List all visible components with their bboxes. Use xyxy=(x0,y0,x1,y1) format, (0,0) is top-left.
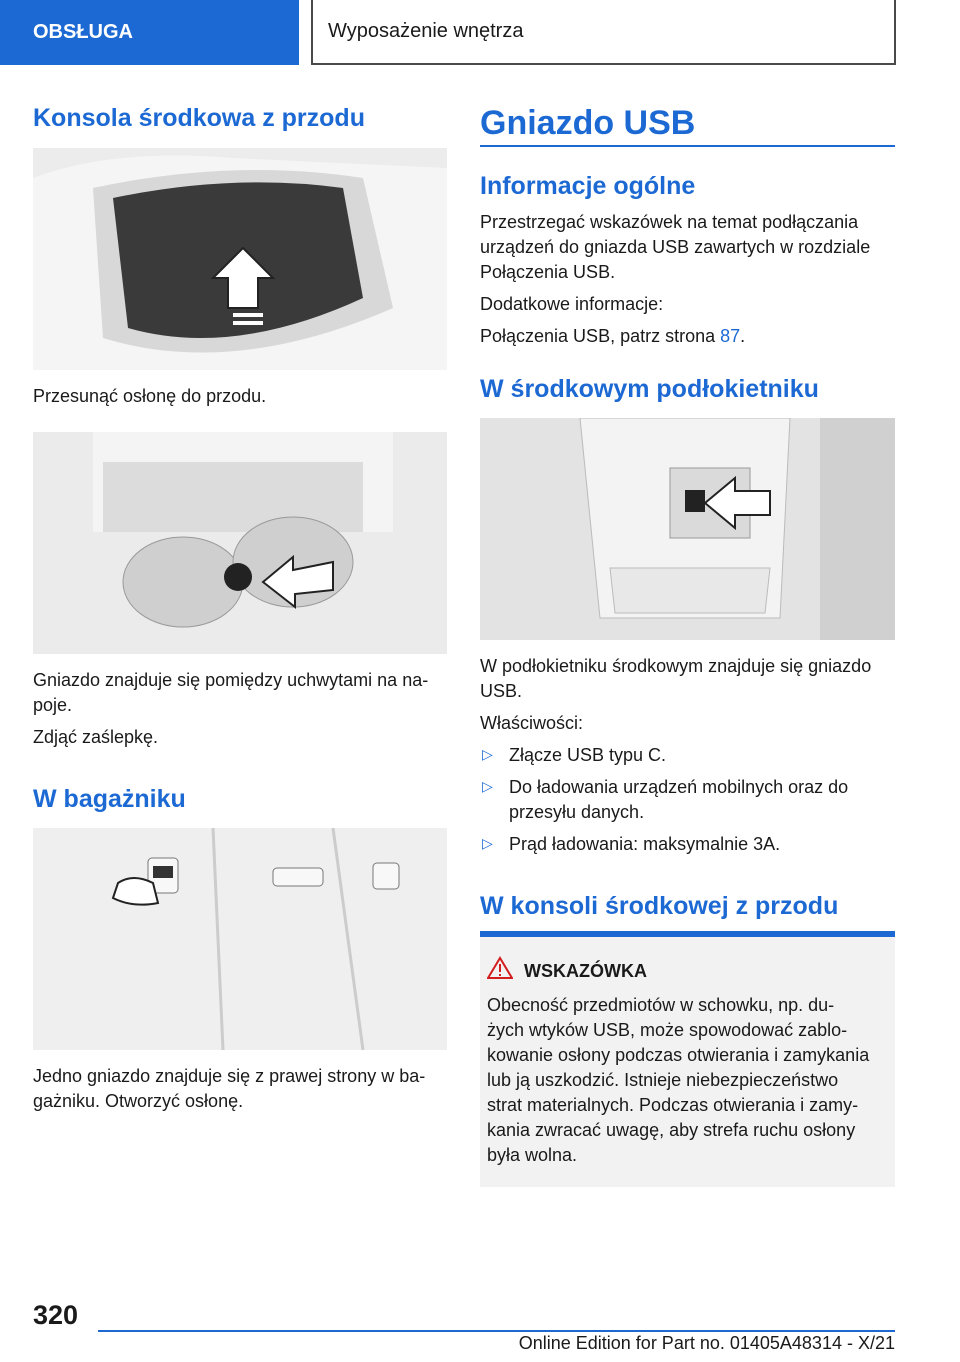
more-info: Dodatkowe informacje: xyxy=(480,294,664,314)
caption-trunk-b: gażniku. Otworzyć osłonę. xyxy=(33,1091,244,1111)
armrest-line-2: USB. xyxy=(480,681,523,701)
image-console-cover xyxy=(33,148,447,370)
image-cupholders xyxy=(33,432,447,654)
note-title: WSKAZÓWKA xyxy=(524,961,647,981)
caption-slide-cover: Przesunąć osłonę do przodu. xyxy=(33,386,267,406)
image-armrest xyxy=(480,418,895,640)
section-title: Wyposażenie wnętrza xyxy=(311,0,896,65)
heading-trunk: W bagażniku xyxy=(33,785,186,813)
bullet-3: Prąd ładowania: maksymalnie 3A. xyxy=(509,834,781,854)
heading-front-console-usb: W konsoli środkowej z przodu xyxy=(480,892,839,920)
bullet-icon: ▷ xyxy=(482,835,493,851)
general-line-3: Połączenia USB. xyxy=(480,262,616,282)
footer-edition: Online Edition for Part no. 01405A48314 - X/21 xyxy=(518,1333,895,1353)
reference xyxy=(480,324,745,349)
page-link-87[interactable]: 87 xyxy=(720,326,741,346)
note-line-5: strat materialnych. Podczas otwierania i zamy- xyxy=(487,1095,859,1115)
heading-armrest: W środkowym podłokietniku xyxy=(480,375,819,403)
bullet-icon: ▷ xyxy=(482,746,493,762)
page-title: Gniazdo USB xyxy=(480,104,696,142)
note-line-7: była wolna. xyxy=(487,1145,578,1165)
image-trunk xyxy=(33,828,447,1050)
caption-trunk-a: Jedno gniazdo znajduje się z prawej strony w ba- xyxy=(33,1066,426,1086)
heading-general: Informacje ogólne xyxy=(480,172,696,200)
general-line-1: Przestrzegać wskazówek na temat podłączania xyxy=(480,212,859,232)
note-line-4: lub ją uszkodzić. Istnieje niebezpieczeństwo xyxy=(487,1070,839,1090)
reference-text: Połączenia USB, patrz strona xyxy=(480,326,716,346)
reference-end: . xyxy=(740,326,746,346)
bullet-1: Złącze USB typu C. xyxy=(509,745,667,765)
note-line-2: żych wtyków USB, może spowodować zablo- xyxy=(487,1020,848,1040)
note-line-3: kowanie osłony podczas otwierania i zamykania xyxy=(487,1045,870,1065)
armrest-line-1: W podłokietniku środkowym znajduje się gniazdo xyxy=(480,656,872,676)
hand-icon xyxy=(113,878,158,905)
footer-rule xyxy=(98,1330,895,1332)
bullet-icon: ▷ xyxy=(482,778,493,794)
bullet-2a: Do ładowania urządzeń mobilnych oraz do xyxy=(509,777,849,797)
bullet-2b: przesyłu danych. xyxy=(509,802,645,822)
caption-remove-cap: Zdjąć zaślepkę. xyxy=(33,727,159,747)
note-line-1: Obecność przedmiotów w schowku, np. du- xyxy=(487,995,835,1015)
caption-location-b: poje. xyxy=(33,695,73,715)
page-number: 320 xyxy=(33,1300,79,1330)
note-line-6: kania zwracać uwagę, aby strefa ruchu osłony xyxy=(487,1120,856,1140)
heading-front-console: Konsola środkowa z przodu xyxy=(33,104,365,132)
caption-location-a: Gniazdo znajduje się pomiędzy uchwytami na na- xyxy=(33,670,429,690)
warning-icon xyxy=(487,956,513,980)
chapter-tab: OBSŁUGA xyxy=(0,0,299,65)
title-rule xyxy=(480,145,895,147)
properties-label: Właściwości: xyxy=(480,713,584,733)
general-line-2: urządzeń do gniazda USB zawartych w rozdziale xyxy=(480,237,871,257)
